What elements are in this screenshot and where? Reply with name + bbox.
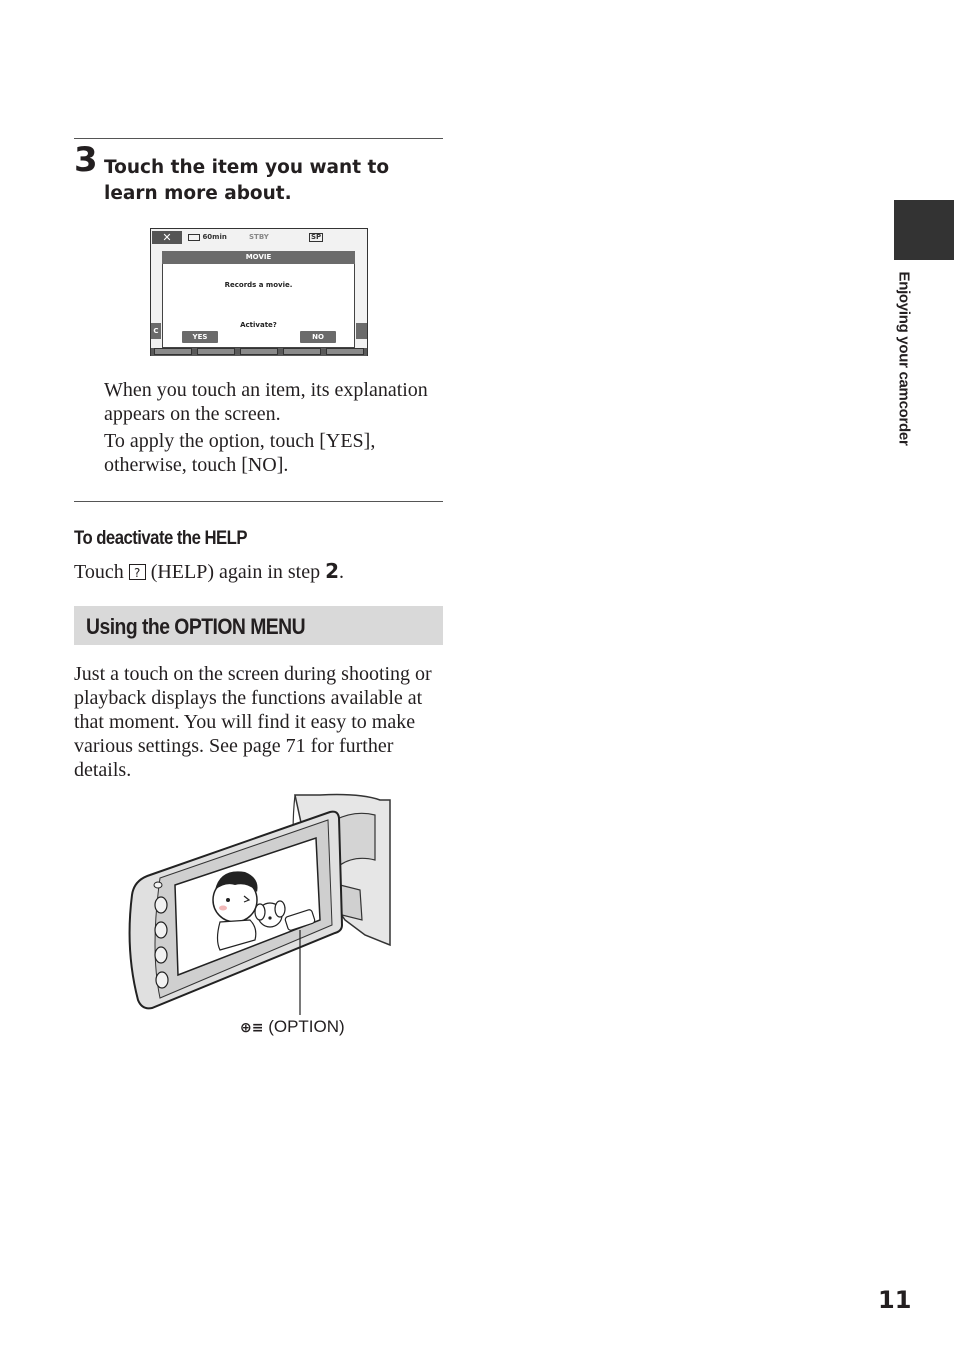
battery-indicator <box>188 233 227 241</box>
help-icon: ? <box>129 564 146 580</box>
lcd-bottom-tab <box>240 348 278 355</box>
yes-button[interactable]: YES <box>182 331 218 343</box>
lcd-side-tab: C <box>151 323 161 339</box>
deactivate-heading: To deactivate the HELP <box>74 528 247 549</box>
standby-status: STBY <box>249 233 269 241</box>
deactivate-text: Touch ? (HELP) again in step 2. <box>74 559 345 583</box>
step-reference: 2 <box>325 559 340 583</box>
explanation-paragraph: When you touch an item, its explanation appears on the screen. <box>104 379 428 425</box>
section-rule <box>74 501 443 502</box>
battery-icon <box>188 234 200 241</box>
section-body: Just a touch on the screen during shooting or playback displays the functions available at that moment. You will find it easy to make various settings. See page 71 for further details. <box>74 663 432 781</box>
close-icon: ✕ <box>152 231 182 244</box>
dialog-question: Activate? <box>240 321 277 329</box>
recording-mode: SP <box>311 233 322 241</box>
apply-paragraph: To apply the option, touch [YES], otherwise, touch [NO]. <box>104 430 376 476</box>
option-icon: ⊕≡ <box>240 1020 264 1036</box>
page-number: 11 <box>878 1286 912 1314</box>
step-instruction: Touch the item you want to learn more about. <box>104 157 390 204</box>
battery-time: 60min <box>202 233 227 241</box>
lcd-side-tab-right <box>356 323 367 339</box>
lcd-bottom-tab <box>326 348 364 355</box>
section-title: Using the OPTION MENU <box>86 614 306 639</box>
dialog-title: MOVIE <box>162 251 355 264</box>
chapter-tab <box>894 200 954 260</box>
camcorder-illustration <box>120 790 395 1015</box>
option-callout <box>240 1017 345 1037</box>
top-rule <box>74 138 443 139</box>
lcd-bottom-tab <box>154 348 192 355</box>
lcd-bottom-tab <box>283 348 321 355</box>
lcd-bottom-tab <box>197 348 235 355</box>
option-label: (OPTION) <box>268 1017 345 1036</box>
step-number: 3 <box>74 140 98 180</box>
chapter-label: Enjoying your camcorder <box>895 271 913 446</box>
no-button[interactable]: NO <box>300 331 336 343</box>
dialog-description: Records a movie. <box>224 281 293 289</box>
